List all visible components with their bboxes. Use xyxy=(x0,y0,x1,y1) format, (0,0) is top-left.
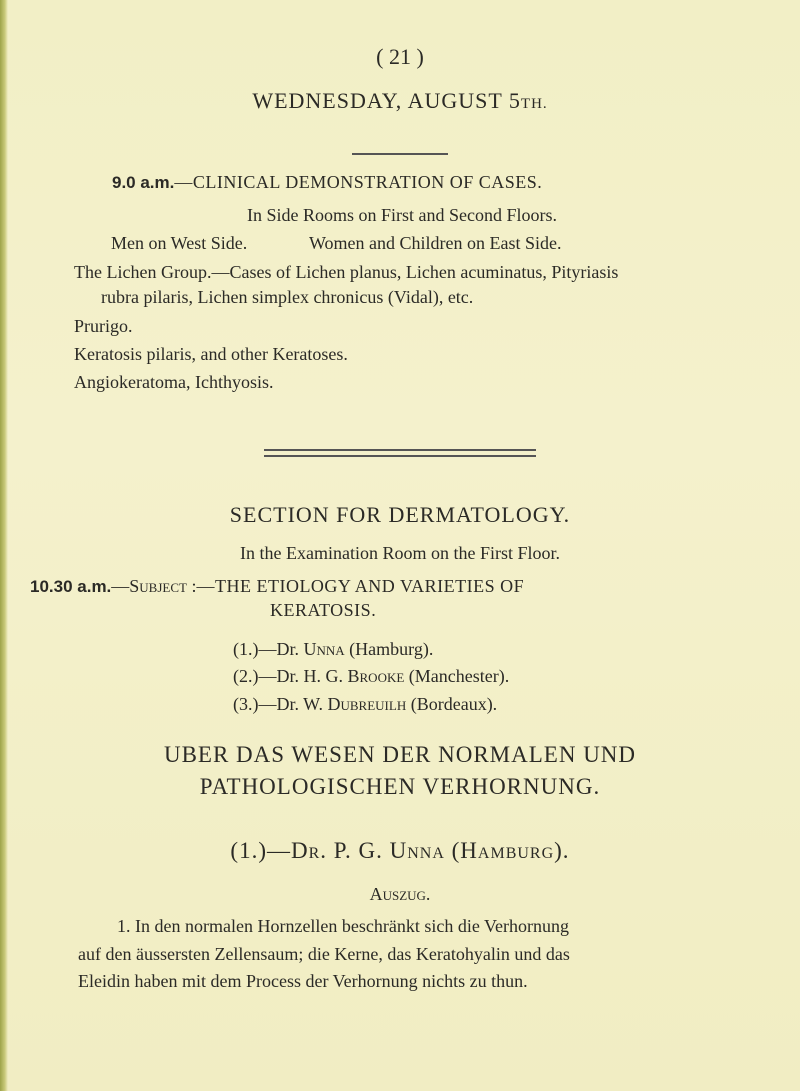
speaker-2 xyxy=(233,664,733,689)
clinical-line-7: Angiokeratoma, Ichthyosis. xyxy=(74,372,274,392)
clinical-line-4: rubra pilaris, Lichen simplex chronicus (Vidal), etc. xyxy=(101,287,474,307)
clinical-line-3: The Lichen Group.—Cases of Lichen planus, Lichen acuminatus, Pityriasis xyxy=(74,262,619,282)
clinical-line-1: In Side Rooms on First and Second Floors. xyxy=(246,205,557,225)
section-title: SECTION FOR DERMATOLOGY. xyxy=(229,502,571,527)
clinical-title: —CLINICAL DEMONSTRATION OF CASES. xyxy=(174,172,543,192)
section-location: In the Examination Room on the First Floor. xyxy=(240,543,560,563)
paper-title-1: UBER DAS WESEN DER NORMALEN UND xyxy=(163,742,637,767)
clinical-line-5: Prurigo. xyxy=(74,316,133,336)
abstract-label: Auszug. xyxy=(369,884,431,904)
clinical-heading xyxy=(112,170,772,195)
double-divider-top xyxy=(264,449,536,451)
paragraph-line-3: Eleidin haben mit dem Process der Verhornung nichts zu thun. xyxy=(78,971,528,991)
clinical-men-side: Men on West Side. xyxy=(111,233,248,253)
speaker-1-prefix: (1.)—Dr. xyxy=(233,639,304,659)
paragraph-line-1: 1. In den normalen Hornzellen beschränkt sich die Verhornung xyxy=(117,916,570,936)
subject-label: —Subject : xyxy=(111,576,197,596)
paper-author: (1.)—Dr. P. G. Unna (Hamburg). xyxy=(230,838,570,863)
clinical-time: 9.0 a.m. xyxy=(112,173,175,192)
speaker-2-prefix: (2.)—Dr. H. G. xyxy=(233,666,348,686)
section-subject-line xyxy=(30,574,790,599)
double-divider-bottom xyxy=(264,455,536,457)
speaker-3-name: Dubreuilh xyxy=(327,694,407,714)
speaker-3-prefix: (3.)—Dr. W. xyxy=(233,694,328,714)
speaker-2-name: Brooke xyxy=(347,666,405,686)
speaker-2-place: (Manchester). xyxy=(404,666,510,686)
speaker-1-name: Unna xyxy=(303,639,345,659)
paragraph-line-2: auf den äussersten Zellensaum; die Kerne, das Keratohyalin und das xyxy=(78,944,570,964)
speaker-1-place: (Hamburg). xyxy=(344,639,434,659)
section-time: 10.30 a.m. xyxy=(30,577,112,596)
day-heading-suffix: TH. xyxy=(520,96,548,112)
speaker-3 xyxy=(233,692,733,717)
subject-title-2: KERATOSIS. xyxy=(270,600,377,620)
day-heading xyxy=(0,88,800,114)
page-number: ( 21 ) xyxy=(376,44,424,69)
day-heading-main: WEDNESDAY, AUGUST 5 xyxy=(252,88,521,113)
speaker-1 xyxy=(233,637,733,662)
subject-title: —THE ETIOLOGY AND VARIETIES OF xyxy=(196,576,525,596)
short-divider xyxy=(352,153,448,155)
speaker-3-place: (Bordeaux). xyxy=(406,694,498,714)
clinical-women-side: Women and Children on East Side. xyxy=(309,233,562,253)
clinical-line-6: Keratosis pilaris, and other Keratoses. xyxy=(74,344,348,364)
paper-title-2: PATHOLOGISCHEN VERHORNUNG. xyxy=(199,774,601,799)
clinical-line-2 xyxy=(111,231,731,256)
